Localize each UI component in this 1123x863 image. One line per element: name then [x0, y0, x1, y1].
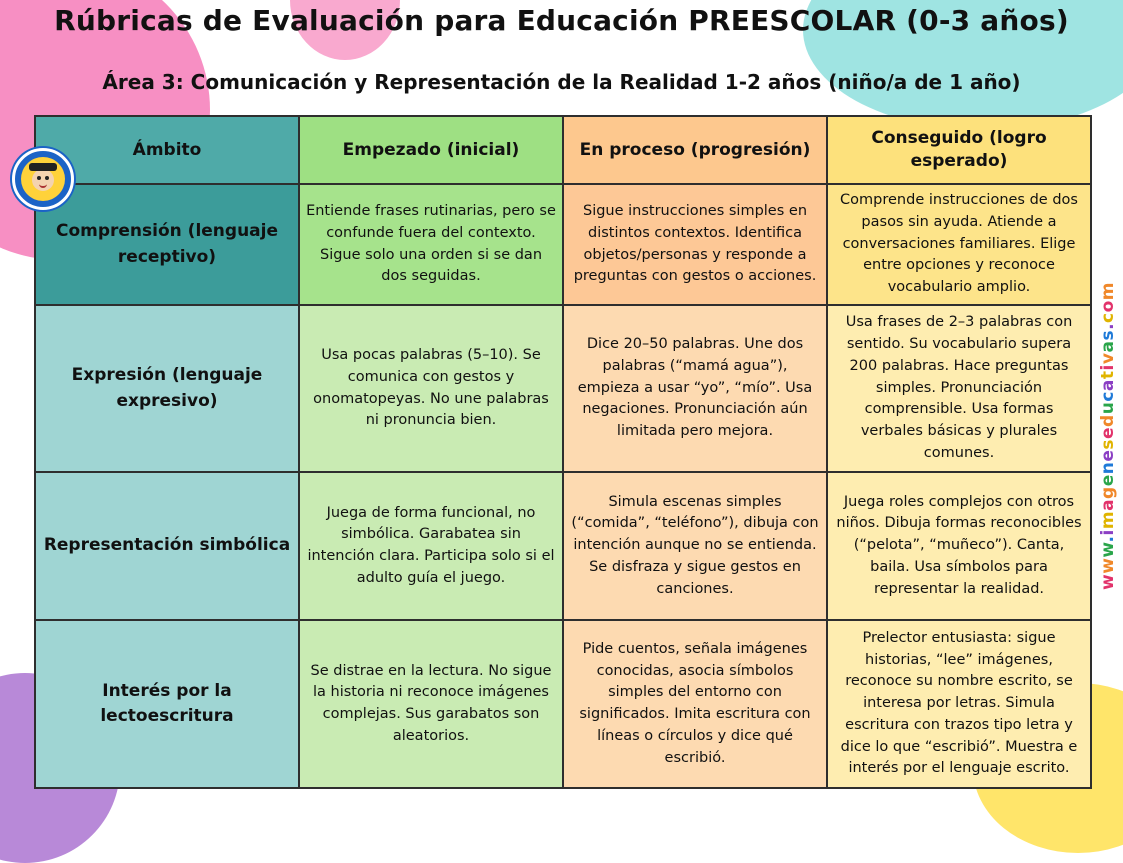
table-header-row [35, 116, 1091, 184]
proceso-cell: Sigue instrucciones simples en distintos contextos. Identifica objetos/personas y responde a preguntas con gestos o acciones. [563, 184, 827, 305]
empezado-cell: Juega de forma funcional, no simbólica. Garabatea sin intención clara. Participa solo si el adulto guía el juego. [299, 472, 563, 620]
table-row [35, 184, 1091, 305]
ambito-cell: Representación simbólica [35, 472, 299, 620]
header-empezado: Empezado (inicial) [299, 116, 563, 184]
empezado-cell: Se distrae en la lectura. No sigue la historia ni reconoce imágenes complejas. Sus garabatos son aleatorios. [299, 620, 563, 788]
table-row [35, 472, 1091, 620]
conseguido-cell: Juega roles complejos con otros niños. Dibuja formas reconocibles (“pelota”, “muñeco”). Canta, baila. Usa símbolos para representar la realidad. [827, 472, 1091, 620]
page-title: Rúbricas de Evaluación para Educación PREESCOLAR (0-3 años) [54, 4, 1069, 37]
proceso-cell: Pide cuentos, señala imágenes conocidas, asocia símbolos simples del entorno con significados. Imita escritura con líneas o círculos y dice qué escribió. [563, 620, 827, 788]
ambito-cell: Expresión (lenguaje expresivo) [35, 305, 299, 472]
conseguido-cell: Usa frases de 2–3 palabras con sentido. Su vocabulario supera 200 palabras. Hace preguntas simples. Pronunciación comprensible. Usa formas verbales básicas y plurales comunes. [827, 305, 1091, 472]
header-ambito: Ámbito [35, 116, 299, 184]
conseguido-cell: Prelector entusiasta: sigue historias, “lee” imágenes, reconoce su nombre escrito, se interesa por letras. Simula escritura con trazos tipo letra y dice lo que “escribió”. Muestra e interés por el lenguaje escrito. [827, 620, 1091, 788]
proceso-cell: Simula escenas simples (“comida”, “teléfono”), dibuja con intención aunque no se entienda. Se disfraza y sigue gestos en canciones. [563, 472, 827, 620]
header-conseguido: Conseguido (logro esperado) [827, 116, 1091, 184]
watermark-url: www.imageneseducativas.com [1098, 281, 1118, 590]
empezado-cell: Entiende frases rutinarias, pero se confunde fuera del contexto. Sigue solo una orden si se dan dos seguidas. [299, 184, 563, 305]
proceso-cell: Dice 20–50 palabras. Une dos palabras (“mamá agua”), empieza a usar “yo”, “mío”. Usa negaciones. Pronunciación aún limitada pero mejora. [563, 305, 827, 472]
table-row [35, 305, 1091, 472]
rubric-table [34, 115, 1092, 789]
teacher-badge-icon [12, 148, 74, 210]
ambito-cell: Comprensión (lenguaje receptivo) [35, 184, 299, 305]
page-subtitle: Área 3: Comunicación y Representación de la Realidad 1-2 años (niño/a de 1 año) [102, 70, 1021, 94]
empezado-cell: Usa pocas palabras (5–10). Se comunica con gestos y onomatopeyas. No une palabras ni pronuncia bien. [299, 305, 563, 472]
ambito-cell: Interés por la lectoescritura [35, 620, 299, 788]
conseguido-cell: Comprende instrucciones de dos pasos sin ayuda. Atiende a conversaciones familiares. Elige entre opciones y reconoce vocabulario amplio. [827, 184, 1091, 305]
table-row [35, 620, 1091, 788]
header-en-proceso: En proceso (progresión) [563, 116, 827, 184]
